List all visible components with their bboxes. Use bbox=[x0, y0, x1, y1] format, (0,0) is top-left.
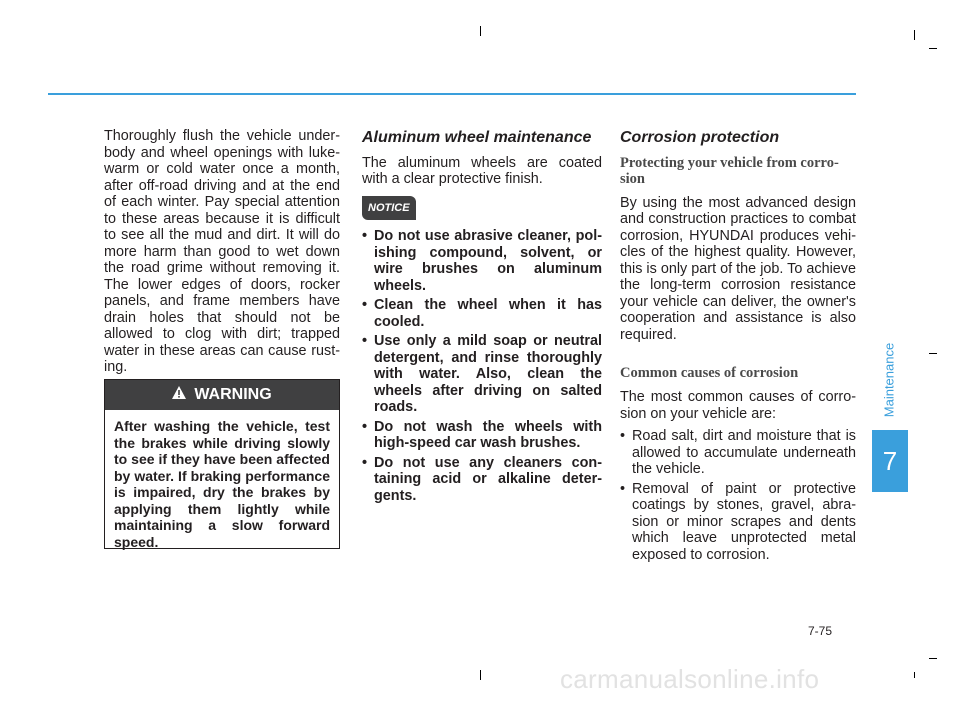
warning-box bbox=[104, 379, 340, 549]
protecting-subheading: Protecting your vehicle from corro- sion bbox=[620, 154, 839, 187]
column-left bbox=[104, 128, 340, 376]
list-item: • Do not wash the wheels with high-speed car wash brushes. bbox=[362, 418, 602, 451]
list-item: • Removal of paint or protective coatings by stones, gravel, abra- sion or minor scrapes and dents which leave unprotected metal exposed to corrosion. bbox=[620, 480, 856, 563]
crop-mark-top bbox=[480, 26, 481, 36]
warning-title: WARNING bbox=[194, 386, 272, 403]
list-item: • Road salt, dirt and moisture that is allowed to accumulate underneath the vehicle. bbox=[620, 428, 856, 477]
aluminum-wheel-heading: Aluminum wheel maintenance bbox=[362, 129, 592, 146]
section-side-label: Maintenance bbox=[881, 342, 897, 418]
causes-list bbox=[620, 428, 856, 563]
page-number: 7-75 bbox=[808, 624, 833, 638]
crop-mark-bottom bbox=[480, 670, 481, 680]
crop-mark-right-3 bbox=[929, 658, 937, 659]
column-middle bbox=[362, 128, 602, 507]
common-causes-subheading: Common causes of corrosion bbox=[620, 365, 799, 381]
warning-header bbox=[105, 380, 339, 410]
header-rule bbox=[48, 93, 856, 95]
protecting-paragraph: By using the most advanced design and construction practices to combat corrosion, HYUNDAI produces vehi- cles of the highest quality. However, this is only part of the job. To achieve the long-term corrosion resistance your vehicle can deliver, the owner's cooperation and assistance is also required. bbox=[620, 194, 856, 343]
common-causes-paragraph: The most common causes of corro- sion on your vehicle are: bbox=[620, 389, 856, 422]
washing-intro-paragraph: Thoroughly flush the vehicle under- body and wheel openings with luke- warm or cold water once a month, after off-road driving and at the end of each winter. Pay special attention to these areas because it is difficult to see all the mud and dirt. It will do more harm than good to wet down the road grime without removing it. The lower edges of doors, rocker panels, and frame members have drain holes that should not be allowed to clog with dirt; trapped water in these areas can cause rust- ing. bbox=[104, 128, 340, 375]
chapter-tab: 7 bbox=[872, 430, 908, 492]
warning-triangle-icon bbox=[172, 386, 186, 404]
list-item: • Clean the wheel when it has cooled. bbox=[362, 297, 602, 330]
crop-mark-top-right bbox=[914, 30, 915, 40]
aluminum-wheel-intro: The aluminum wheels are coated with a clear protective finish. bbox=[362, 154, 602, 187]
list-item: • Do not use abrasive cleaner, pol- ishing compound, solvent, or wire brushes on aluminum wheels. bbox=[362, 228, 602, 294]
list-item: • Do not use any cleaners con- taining acid or alkaline deter- gents. bbox=[362, 454, 602, 504]
notice-badge: NOTICE bbox=[362, 196, 416, 221]
column-right bbox=[620, 128, 856, 566]
watermark: carmanualsonline.info bbox=[560, 664, 820, 694]
crop-mark-right-2 bbox=[929, 353, 937, 354]
list-item: • Use only a mild soap or neutral detergent, and rinse thoroughly with water. Also, clean the wheels after driving on salted roads. bbox=[362, 333, 602, 415]
crop-mark-bottom-right bbox=[914, 672, 915, 678]
notice-list bbox=[362, 228, 602, 504]
crop-mark-right-1 bbox=[929, 48, 937, 49]
warning-text: After washing the vehicle, test the brakes while driving slowly to see if they have been affected by water. If braking performance is impaired, dry the brakes by applying them lightly while maintaining a slow forward speed. bbox=[114, 418, 330, 550]
corrosion-heading: Corrosion protection bbox=[620, 129, 780, 146]
